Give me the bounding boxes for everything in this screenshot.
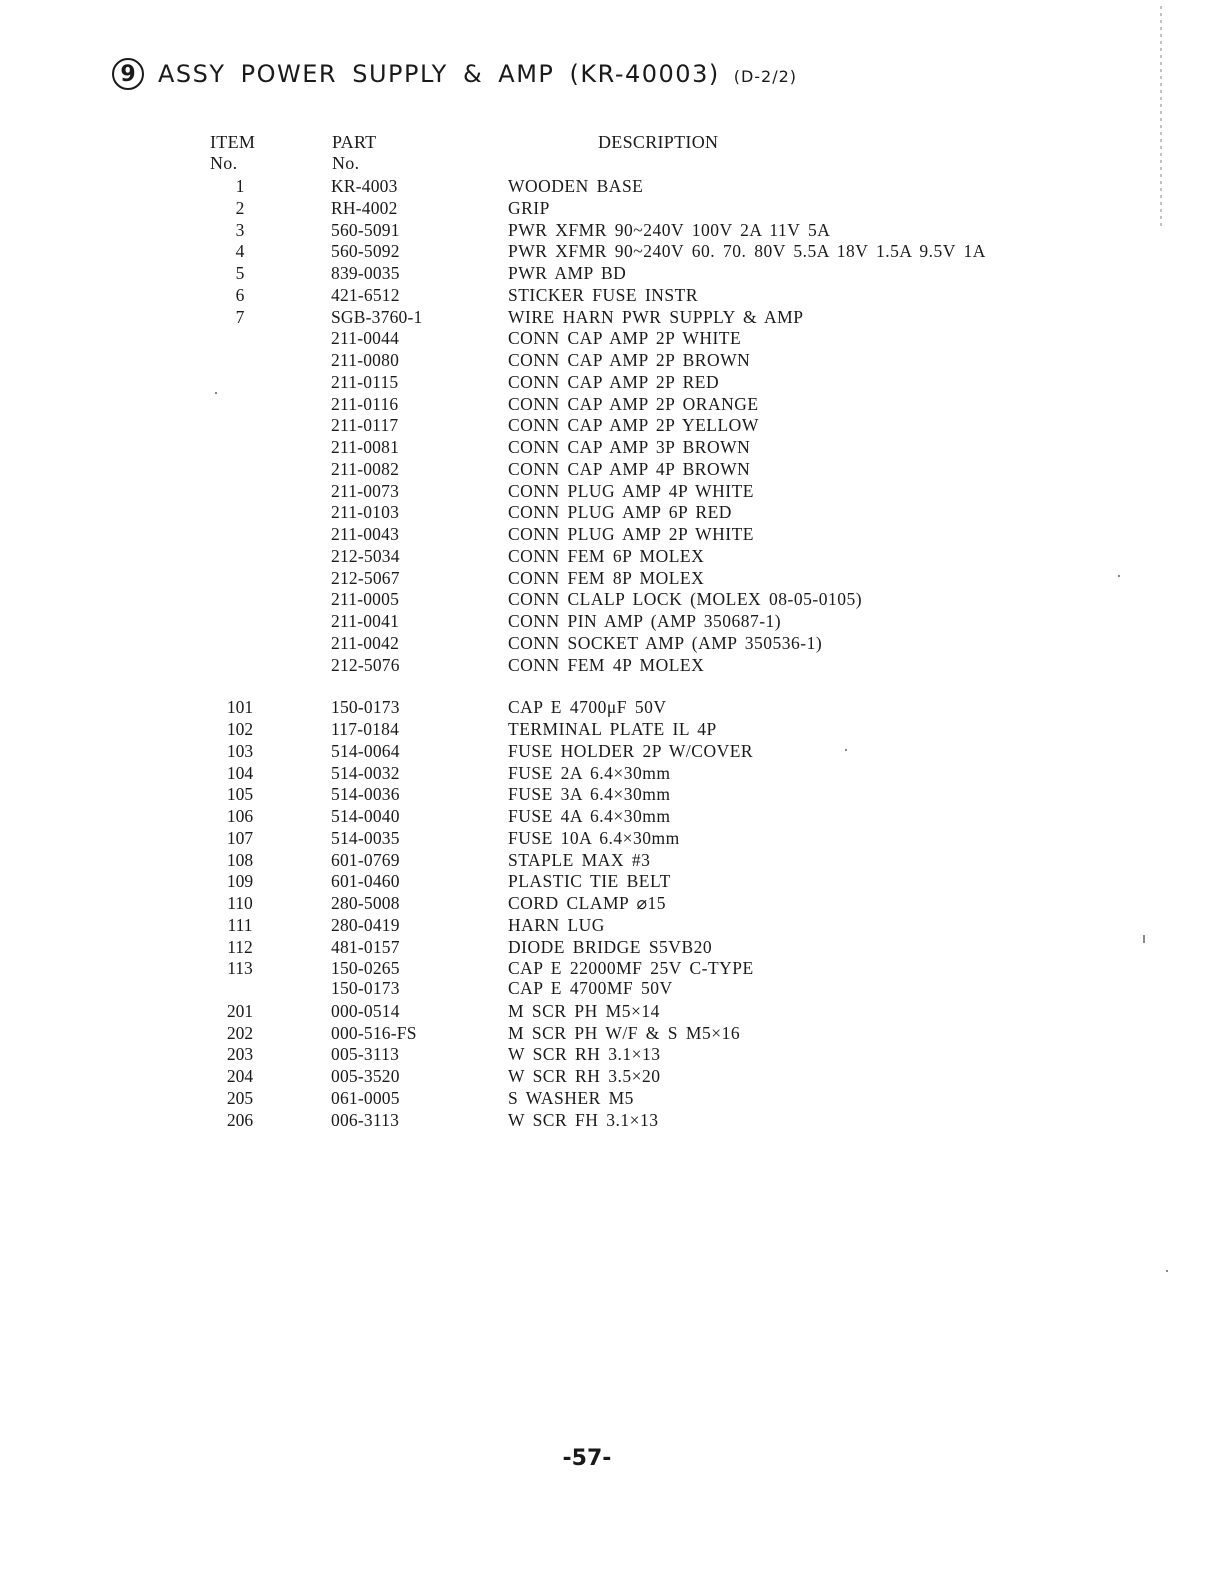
description-cell: CONN CAP AMP 2P RED — [508, 371, 720, 392]
description-cell: CORD CLAMP ⌀15 — [508, 893, 667, 913]
item-number-cell: 107 — [226, 827, 254, 848]
item-number-cell: 113 — [227, 958, 253, 979]
column-header-item: ITEM No. — [210, 132, 256, 173]
part-number-cell: 211-0116 — [331, 393, 399, 414]
part-number-cell: 212-5067 — [331, 567, 400, 588]
part-number-cell: 005-3113 — [331, 1044, 400, 1065]
item-number-cell: 106 — [226, 806, 254, 826]
item-number-cell: 205 — [226, 1087, 254, 1108]
part-number-cell: 211-0117 — [331, 415, 399, 436]
part-number-cell: KR-4003 — [331, 176, 398, 196]
part-number-cell: 211-0042 — [331, 632, 400, 653]
description-cell: CONN CAP AMP 2P WHITE — [508, 328, 742, 349]
description-cell: CAP E 4700μF 50V — [508, 697, 667, 718]
item-number-cell: 109 — [226, 871, 254, 892]
part-number-cell: 212-5076 — [331, 654, 400, 675]
description-cell: STICKER FUSE INSTR — [508, 284, 699, 305]
part-number-cell: 211-0103 — [331, 502, 400, 523]
part-number-cell: 150-0173 — [331, 978, 400, 998]
scan-speck — [1166, 1270, 1168, 1272]
description-cell: S WASHER M5 — [508, 1087, 634, 1108]
scan-speck — [845, 749, 847, 751]
description-cell: CONN FEM 8P MOLEX — [508, 567, 705, 588]
description-cell: M SCR PH W/F & S M5×16 — [508, 1022, 741, 1043]
part-number-cell: RH-4002 — [331, 197, 398, 218]
description-cell: CONN PLUG AMP 6P RED — [508, 502, 732, 523]
part-number-cell: 006-3113 — [331, 1109, 400, 1130]
item-number-cell: 112 — [227, 936, 253, 957]
item-number-cell: 4 — [235, 241, 245, 262]
item-number-cell: 1 — [235, 176, 245, 196]
description-cell: CAP E 22000MF 25V C-TYPE — [508, 958, 754, 979]
section-title-suffix: (D-2/2) — [733, 66, 798, 86]
part-number-cell: 211-0044 — [331, 328, 400, 349]
part-number-cell: 005-3520 — [331, 1066, 400, 1086]
item-number-cell: 202 — [226, 1022, 254, 1043]
item-number-cell: 6 — [235, 284, 245, 305]
item-number-cell: 206 — [226, 1109, 254, 1130]
item-number-cell: 104 — [226, 762, 254, 783]
section-title: ASSY POWER SUPPLY & AMP (KR-40003) — [158, 60, 720, 88]
item-number-cell: 108 — [226, 849, 254, 870]
item-number-cell: 2 — [235, 197, 245, 218]
part-number-cell: 514-0040 — [331, 806, 400, 826]
part-number-cell: 211-0080 — [331, 350, 400, 370]
item-number-cell: 203 — [226, 1044, 254, 1065]
part-number-cell: 514-0032 — [331, 762, 400, 783]
section-heading — [112, 58, 797, 90]
item-number-cell: 3 — [235, 219, 245, 240]
part-number-cell: 117-0184 — [331, 719, 400, 739]
item-number-cell: 101 — [226, 697, 254, 718]
part-number-cell: 150-0173 — [331, 697, 400, 718]
description-cell: M SCR PH M5×14 — [508, 1000, 660, 1021]
column-header-description: DESCRIPTION — [598, 132, 719, 152]
part-number-cell: 211-0082 — [331, 458, 400, 479]
part-number-cell: 839-0035 — [331, 263, 400, 283]
item-number-cell: 204 — [226, 1066, 254, 1086]
part-number-cell: 280-0419 — [331, 914, 400, 935]
description-cell: HARN LUG — [508, 914, 605, 935]
description-cell: CAP E 4700MF 50V — [508, 978, 673, 998]
part-number-cell: 280-5008 — [331, 893, 400, 913]
part-number-cell: 000-0514 — [331, 1000, 400, 1021]
description-cell: CONN PIN AMP (AMP 350687-1) — [508, 611, 782, 631]
description-cell: CONN FEM 6P MOLEX — [508, 545, 705, 566]
part-number-cell: 514-0064 — [331, 740, 400, 761]
description-cell: W SCR RH 3.1×13 — [508, 1044, 661, 1065]
description-cell: CONN SOCKET AMP (AMP 350536-1) — [508, 632, 823, 653]
description-cell: CONN CAP AMP 4P BROWN — [508, 458, 751, 479]
part-number-cell: 211-0073 — [331, 480, 400, 501]
item-number-cell: 110 — [227, 893, 253, 913]
part-number-cell: 601-0460 — [331, 871, 400, 892]
part-number-cell: 211-0115 — [331, 371, 399, 392]
part-number-cell: 560-5092 — [331, 241, 400, 262]
item-number-cell: 111 — [227, 914, 253, 935]
item-number-cell: 201 — [226, 1000, 254, 1021]
description-cell: CONN PLUG AMP 4P WHITE — [508, 480, 754, 501]
part-number-cell: 514-0035 — [331, 827, 400, 848]
part-number-cell: 560-5091 — [331, 219, 400, 240]
description-cell: WOODEN BASE — [508, 176, 644, 196]
part-number-cell: 481-0157 — [331, 936, 400, 957]
description-cell: FUSE HOLDER 2P W/COVER — [508, 740, 754, 761]
part-number-cell: 211-0081 — [331, 437, 400, 457]
part-number-cell: SGB-3760-1 — [331, 306, 423, 327]
part-number-cell: 000-516-FS — [331, 1022, 417, 1043]
part-number-cell: 421-6512 — [331, 284, 400, 305]
description-cell: CONN CLALP LOCK (MOLEX 08-05-0105) — [508, 589, 863, 610]
description-cell: FUSE 3A 6.4×30mm — [508, 784, 671, 805]
description-cell: DIODE BRIDGE S5VB20 — [508, 936, 713, 957]
item-number-cell: 7 — [235, 306, 245, 327]
part-number-cell: 601-0769 — [331, 849, 400, 870]
description-cell: CONN PLUG AMP 2P WHITE — [508, 524, 754, 544]
part-number-cell: 150-0265 — [331, 958, 400, 979]
scan-speck — [1118, 575, 1120, 577]
part-number-cell: 211-0043 — [331, 524, 400, 544]
part-number-cell: 212-5034 — [331, 545, 400, 566]
description-cell: CONN CAP AMP 2P YELLOW — [508, 415, 759, 436]
scan-speck — [215, 392, 217, 394]
page-number: -57- — [562, 1446, 612, 1471]
description-cell: GRIP — [508, 197, 550, 218]
description-cell: CONN CAP AMP 2P ORANGE — [508, 393, 759, 414]
item-number-cell: 103 — [226, 740, 254, 761]
description-cell: PLASTIC TIE BELT — [508, 871, 671, 892]
description-cell: CONN CAP AMP 3P BROWN — [508, 437, 751, 457]
description-cell: W SCR RH 3.5×20 — [508, 1066, 661, 1086]
description-cell: STAPLE MAX #3 — [508, 849, 651, 870]
description-cell: FUSE 10A 6.4×30mm — [508, 827, 680, 848]
column-header-part: PART No. — [332, 132, 377, 173]
description-cell: FUSE 4A 6.4×30mm — [508, 806, 671, 826]
part-number-cell: 514-0036 — [331, 784, 400, 805]
description-cell: TERMINAL PLATE IL 4P — [508, 719, 717, 739]
description-cell: PWR AMP BD — [508, 263, 627, 283]
section-number-badge: 9 — [112, 58, 144, 90]
part-number-cell: 061-0005 — [331, 1087, 400, 1108]
scan-speck — [1143, 935, 1145, 943]
description-cell: FUSE 2A 6.4×30mm — [508, 762, 671, 783]
item-number-cell: 5 — [235, 263, 245, 283]
item-number-cell: 102 — [226, 719, 254, 739]
description-cell: WIRE HARN PWR SUPPLY & AMP — [508, 306, 804, 327]
part-number-cell: 211-0041 — [331, 611, 400, 631]
item-number-cell: 105 — [226, 784, 254, 805]
description-cell: W SCR FH 3.1×13 — [508, 1109, 659, 1130]
description-cell: PWR XFMR 90~240V 100V 2A 11V 5A — [508, 219, 831, 240]
scan-edge-artifact — [1160, 6, 1162, 226]
description-cell: CONN CAP AMP 2P BROWN — [508, 350, 751, 370]
description-cell: PWR XFMR 90~240V 60. 70. 80V 5.5A 18V 1.5A 9.5V 1A — [508, 241, 986, 262]
description-cell: CONN FEM 4P MOLEX — [508, 654, 705, 675]
part-number-cell: 211-0005 — [331, 589, 400, 610]
